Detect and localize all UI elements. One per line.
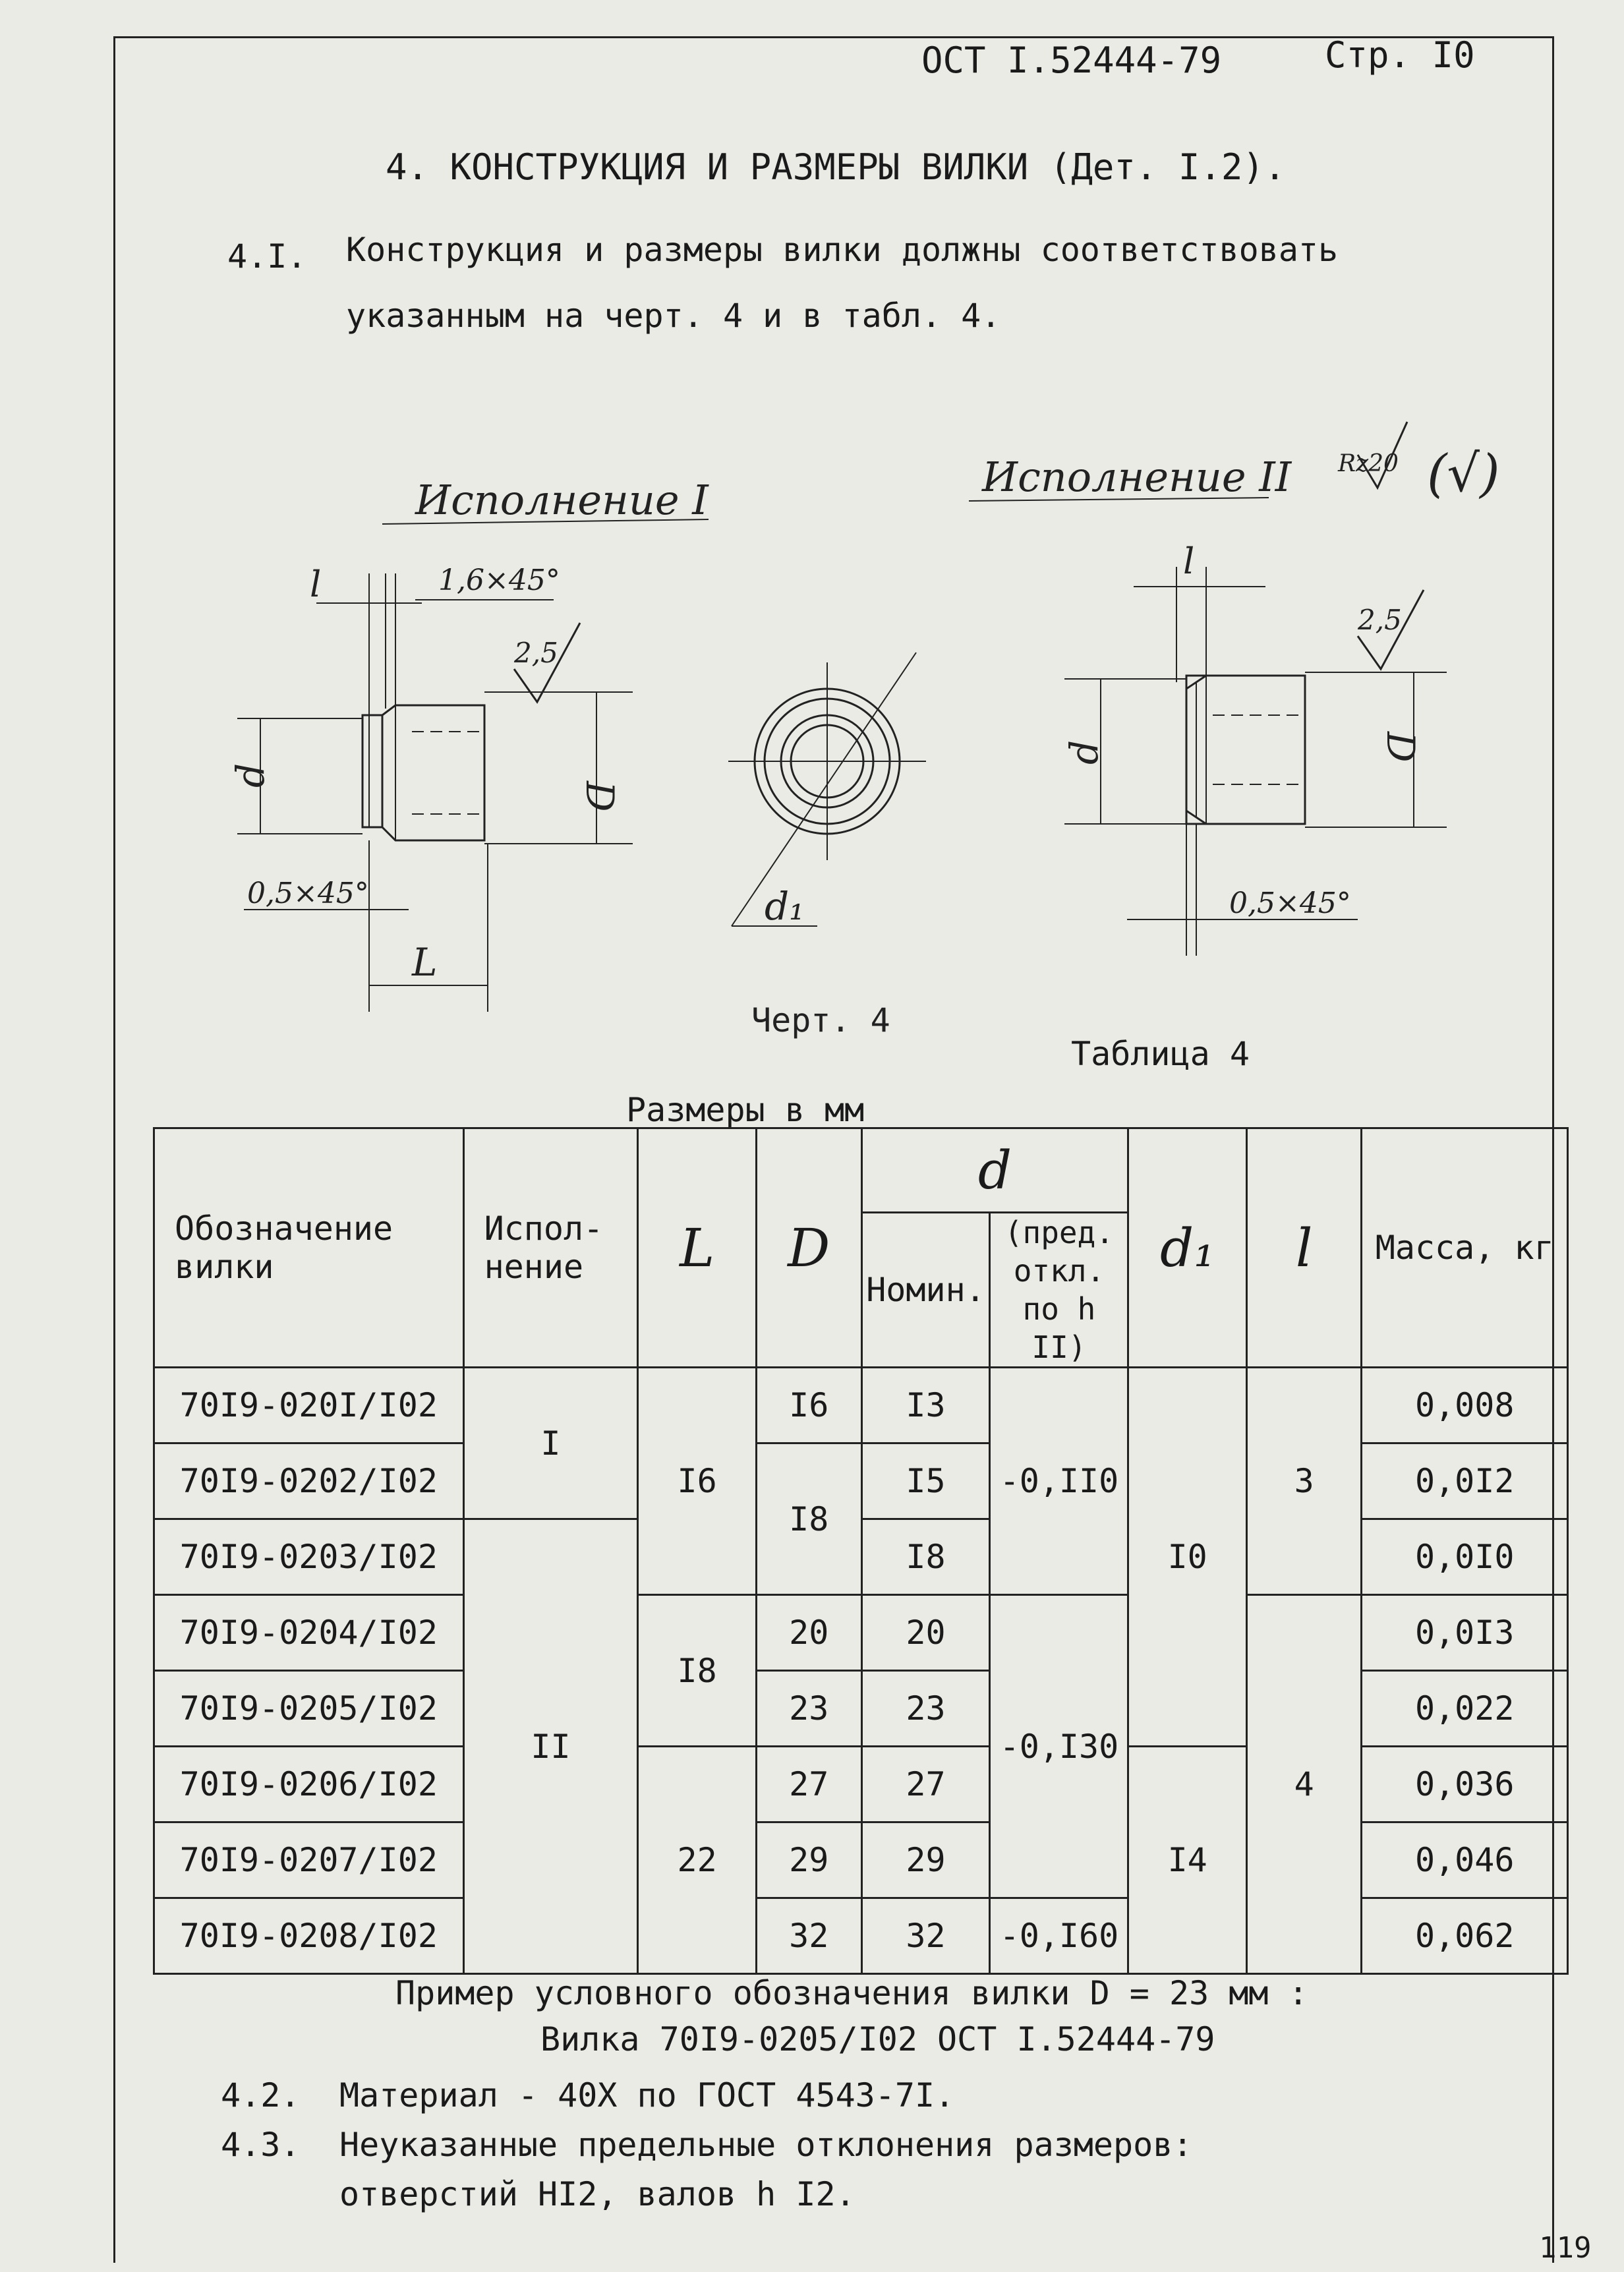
- cell-d-nominal: 32: [861, 1898, 990, 1974]
- paragraph-4-1-line1: Конструкция и размеры вилки должны соответствовать: [346, 231, 1339, 269]
- example-line2: Вилка 70I9-0205/I02 ОСТ I.52444-79: [540, 2020, 1215, 2058]
- cell-designation: 70I9-0204/I02: [154, 1595, 464, 1671]
- v2-l-label: l: [1183, 540, 1195, 582]
- example-line1: Пример условного обозначения вилки D = 23 мм :: [395, 1974, 1308, 2012]
- roughness-other-label: (√): [1427, 444, 1500, 504]
- header-variant: Испол- нение: [463, 1128, 638, 1368]
- cell-d-nominal: I5: [861, 1443, 990, 1519]
- cell-D: I8: [756, 1443, 861, 1595]
- cell-D: 20: [756, 1595, 861, 1671]
- header-d: d: [861, 1128, 1128, 1213]
- v1-L-label: L: [412, 940, 438, 985]
- cell-mass: 0,046: [1362, 1822, 1568, 1898]
- cell-mass: 0,0I3: [1362, 1595, 1568, 1671]
- drawing-caption: Черт. 4: [751, 1001, 890, 1039]
- paragraph-4-2-text: Материал - 40Х по ГОСТ 4543-7I.: [339, 2076, 955, 2114]
- cell-mass: 0,062: [1362, 1898, 1568, 1974]
- cell-designation: 70I9-0208/I02: [154, 1898, 464, 1974]
- table-units: Размеры в мм: [626, 1091, 865, 1129]
- cell-D: I6: [756, 1368, 861, 1443]
- sheet-number: 119: [1539, 2231, 1592, 2265]
- cell-mass: 0,036: [1362, 1747, 1568, 1822]
- standard-number: ОСТ I.52444-79: [921, 40, 1222, 81]
- v2-chamfer-label: 0,5×45°: [1229, 887, 1351, 920]
- header-d-nominal: Номин.: [861, 1213, 990, 1368]
- cell-designation: 70I9-020I/I02: [154, 1368, 464, 1443]
- header-L: L: [638, 1128, 757, 1368]
- paragraph-4-3-number: 4.3.: [221, 2126, 301, 2164]
- technical-drawing: [0, 0, 1624, 1068]
- table-row: [154, 1595, 1568, 1671]
- cell-D: 23: [756, 1671, 861, 1747]
- cell-d-nominal: 20: [861, 1595, 990, 1671]
- mid-d1-label: d₁: [765, 884, 805, 929]
- cell-d1: I0: [1128, 1368, 1247, 1747]
- cell-mass: 0,008: [1362, 1368, 1568, 1443]
- v2-d-label: d: [1062, 740, 1107, 765]
- header-l: l: [1247, 1128, 1362, 1368]
- v1-d-label: d: [228, 763, 273, 788]
- header-designation: Обозначение вилки: [154, 1128, 464, 1368]
- v1-l-label: l: [310, 564, 322, 605]
- v2-roughness-label: 2,5: [1358, 604, 1402, 636]
- cell-D: 29: [756, 1822, 861, 1898]
- cell-variant: II: [463, 1519, 638, 1974]
- cell-d-tolerance: -0,I60: [990, 1898, 1128, 1974]
- v1-chamfer2-label: 0,5×45°: [247, 877, 369, 910]
- cell-L: I8: [638, 1595, 757, 1747]
- cell-designation: 70I9-0205/I02: [154, 1671, 464, 1747]
- table-row: [154, 1368, 1568, 1443]
- variant-2-label: Исполнение II: [982, 453, 1292, 501]
- cell-d-nominal: 29: [861, 1822, 990, 1898]
- cell-mass: 0,0I0: [1362, 1519, 1568, 1595]
- roughness-main-label: Rz20: [1338, 450, 1399, 477]
- cell-d-tolerance: -0,II0: [990, 1368, 1128, 1595]
- v1-chamfer-label: 1,6×45°: [438, 564, 560, 597]
- v2-D-label: D: [1378, 732, 1423, 763]
- table-label: Таблица 4: [1071, 1035, 1250, 1073]
- header-D: D: [756, 1128, 861, 1368]
- cell-designation: 70I9-0203/I02: [154, 1519, 464, 1595]
- cell-d-tolerance: -0,I30: [990, 1595, 1128, 1898]
- v1-D-label: D: [577, 781, 622, 812]
- cell-designation: 70I9-0207/I02: [154, 1822, 464, 1898]
- paragraph-4-2-number: 4.2.: [221, 2076, 301, 2114]
- paragraph-4-3-text: Неуказанные предельные отклонения размеров:: [339, 2126, 1193, 2164]
- header-mass: Масса, кг: [1362, 1128, 1568, 1368]
- paragraph-4-1-line2: указанным на черт. 4 и в табл. 4.: [346, 297, 1001, 335]
- cell-l: 3: [1247, 1368, 1362, 1595]
- variant-1-label: Исполнение I: [415, 476, 709, 524]
- variant-1-view: [228, 564, 633, 1012]
- cell-d-nominal: 23: [861, 1671, 990, 1747]
- cell-designation: 70I9-0202/I02: [154, 1443, 464, 1519]
- v1-roughness-label: 2,5: [514, 637, 558, 669]
- section-title: 4. КОНСТРУКЦИЯ И РАЗМЕРЫ ВИЛКИ (Дет. I.2).: [386, 146, 1286, 188]
- cell-d1: I4: [1128, 1747, 1247, 1974]
- cell-mass: 0,0I2: [1362, 1443, 1568, 1519]
- cell-variant: I: [463, 1368, 638, 1519]
- cell-designation: 70I9-0206/I02: [154, 1747, 464, 1822]
- cell-L: 22: [638, 1747, 757, 1974]
- header-d1: d₁: [1128, 1128, 1247, 1368]
- cell-l: 4: [1247, 1595, 1362, 1974]
- cell-D: 32: [756, 1898, 861, 1974]
- cell-d-nominal: I8: [861, 1519, 990, 1595]
- paragraph-4-1-number: 4.I.: [227, 237, 307, 276]
- end-view: [728, 653, 926, 929]
- cell-d-nominal: 27: [861, 1747, 990, 1822]
- cell-D: 27: [756, 1747, 861, 1822]
- cell-mass: 0,022: [1362, 1671, 1568, 1747]
- cell-d-nominal: I3: [861, 1368, 990, 1443]
- paragraph-4-3-line2: отверстий HI2, валов h I2.: [339, 2175, 856, 2213]
- dimensions-table: [153, 1127, 1569, 1975]
- variant-2-view: [1062, 540, 1447, 956]
- page-number: Стр. I0: [1325, 34, 1475, 76]
- cell-L: I6: [638, 1368, 757, 1595]
- header-d-tolerance: (пред. откл. по h II): [990, 1213, 1128, 1368]
